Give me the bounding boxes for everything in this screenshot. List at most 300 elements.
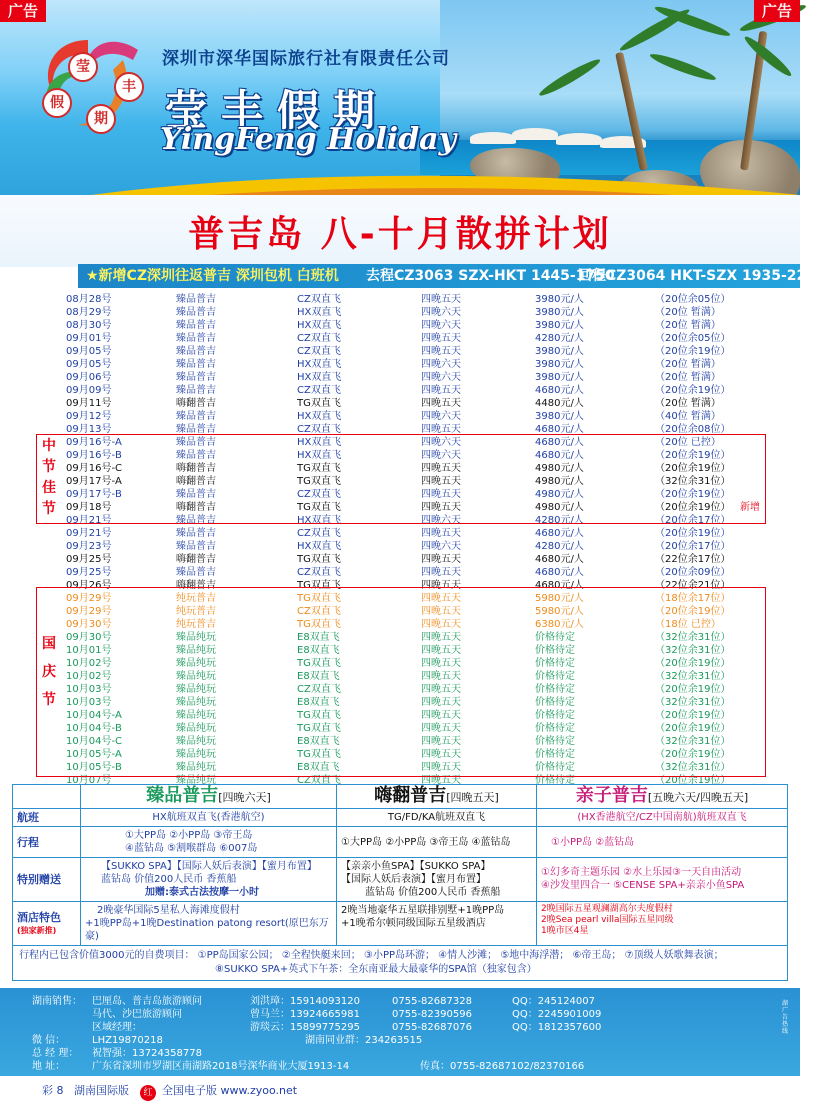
schedule-date: 09月26号 [66, 580, 112, 591]
schedule-date: 10月04号-A [66, 710, 122, 721]
umbrella [470, 132, 516, 144]
schedule-seats: （32位余31位） [655, 645, 731, 656]
ad-tag-left: 广告 [0, 0, 46, 22]
schedule-price: 价格待定 [535, 723, 575, 734]
schedule-date: 09月09号 [66, 385, 112, 396]
box-char: 国 [42, 636, 56, 652]
schedule-product: 臻品普吉 [176, 372, 216, 383]
schedule-product: 纯玩普吉 [176, 606, 216, 617]
schedule-product: 臻品纯玩 [176, 762, 216, 773]
schedule-days: 四晚五天 [421, 775, 461, 786]
schedule-days: 四晚六天 [421, 411, 461, 422]
schedule-price: 4280元/人 [535, 515, 584, 526]
schedule-product: 嗨翻普吉 [176, 476, 216, 487]
schedule-product: 臻品普吉 [176, 320, 216, 331]
schedule-seats: （32位余31位） [655, 632, 731, 643]
general-manager: 祝智强：13724358778 [92, 1048, 202, 1059]
schedule-product: 臻品普吉 [176, 411, 216, 422]
schedule-days: 四晚五天 [421, 593, 461, 604]
schedule-seats: （32位余31位） [655, 762, 731, 773]
contact-name: 曾马兰：13924665981 [250, 1009, 360, 1020]
schedule-seats: （32位余31位） [655, 476, 731, 487]
schedule-date: 10月03号 [66, 697, 112, 708]
schedule-days: 四晚五天 [421, 554, 461, 565]
gift-cell: 【SUKKO SPA】【国际人妖后表演】【蜜月布置】 蓝钻岛 价值200人民币 香蕉船 加赠:泰式古法按摩一小时 [81, 858, 337, 901]
schedule-flight: TG双直飞 [297, 749, 341, 760]
schedule-flight: HX双直飞 [297, 320, 342, 331]
company-logo [28, 30, 158, 140]
schedule-date: 09月30号 [66, 619, 112, 630]
schedule-price: 3980元/人 [535, 359, 584, 370]
itinerary-cell: ①大PP岛 ②小PP岛 ③帝王岛 ④蓝钻岛 ⑤割喉群岛 ⑥007岛 [81, 827, 337, 857]
schedule-seats: （20位余19位） [655, 346, 731, 357]
schedule-days: 四晚五天 [421, 463, 461, 474]
box-char: 佳 [42, 480, 56, 496]
box-char: 中 [42, 438, 56, 454]
schedule-date: 09月29号 [66, 606, 112, 617]
schedule-flight: HX双直飞 [297, 541, 342, 552]
schedule-product: 臻品纯玩 [176, 658, 216, 669]
schedule-product: 臻品纯玩 [176, 684, 216, 695]
brand-name-en: YingFeng Holiday [160, 122, 457, 157]
schedule-product: 臻品普吉 [176, 528, 216, 539]
page-number: 彩 8 [42, 1084, 64, 1097]
page-title: 普吉岛 八-十月散拼计划 [188, 214, 612, 255]
schedule-row [0, 293, 800, 306]
schedule-seats: （20位余19位） [655, 710, 731, 721]
product-3-header: 亲子普吉[五晚六天/四晚五天] [575, 785, 749, 806]
schedule-seats: （20位余19位） [655, 463, 731, 474]
schedule-days: 四晚六天 [421, 372, 461, 383]
schedule-days: 四晚五天 [421, 671, 461, 682]
schedule-price: 3980元/人 [535, 411, 584, 422]
schedule-product: 嗨翻普吉 [176, 463, 216, 474]
contact-name: 游琰云：15899775295 [250, 1022, 360, 1033]
schedule-seats: （20位 暂满） [655, 372, 721, 383]
schedule-days: 四晚五天 [421, 619, 461, 630]
schedule-flight: E8双直飞 [297, 645, 340, 656]
schedule-product: 臻品普吉 [176, 333, 216, 344]
schedule-days: 四晚五天 [421, 580, 461, 591]
schedule-price: 价格待定 [535, 684, 575, 695]
schedule-flight: TG双直飞 [297, 710, 341, 721]
schedule-price: 4680元/人 [535, 528, 584, 539]
schedule-product: 臻品普吉 [176, 294, 216, 305]
schedule-row [0, 371, 800, 384]
schedule-date: 09月12号 [66, 411, 112, 422]
schedule-product: 臻品纯玩 [176, 723, 216, 734]
schedule-seats: （20位余08位） [655, 424, 731, 435]
schedule-seats: （20位余17位） [655, 515, 731, 526]
schedule-product: 臻品普吉 [176, 346, 216, 357]
schedule-seats: （20位余19位） [655, 528, 731, 539]
schedule-price: 4680元/人 [535, 437, 584, 448]
new-tag: 新增 [740, 502, 760, 513]
schedule-row [0, 384, 800, 397]
phone: 0755-82687328 [392, 996, 472, 1007]
schedule-seats: （32位余31位） [655, 671, 731, 682]
schedule-flight: CZ双直飞 [297, 528, 341, 539]
schedule-price: 4680元/人 [535, 580, 584, 591]
schedule-days: 四晚五天 [421, 658, 461, 669]
schedule-product: 臻品普吉 [176, 307, 216, 318]
schedule-product: 臻品普吉 [176, 515, 216, 526]
schedule-flight: TG双直飞 [297, 463, 341, 474]
schedule-flight: TG双直飞 [297, 554, 341, 565]
logo-char: 期 [86, 104, 116, 134]
itinerary-row: 行程 ①大PP岛 ②小PP岛 ③帝王岛 ④蓝钻岛 ⑤割喉群岛 ⑥007岛 ①大PP岛 ②小PP岛 ③帝王岛 ④蓝钻岛 ①小PP岛 ②蓝钻岛 [13, 827, 787, 858]
schedule-flight: HX双直飞 [297, 359, 342, 370]
sales-label: 湖南销售： [32, 996, 82, 1007]
schedule-row [0, 332, 800, 345]
edition: 湖南国际版 [74, 1084, 129, 1097]
schedule-date: 09月21号 [66, 515, 112, 526]
logo-char: 丰 [114, 72, 144, 102]
contact-name: 刘洪璋：15914093120 [250, 996, 360, 1007]
schedule-flight: CZ双直飞 [297, 606, 341, 617]
schedule-price: 价格待定 [535, 645, 575, 656]
website-link[interactable]: 全国电子版 www.zyoo.net [162, 1084, 298, 1097]
schedule-price: 3980元/人 [535, 372, 584, 383]
schedule-flight: TG双直飞 [297, 580, 341, 591]
schedule-days: 四晚五天 [421, 684, 461, 695]
schedule-flight: CZ双直飞 [297, 489, 341, 500]
schedule-flight: E8双直飞 [297, 736, 340, 747]
schedule-seats: （20位 暂满） [655, 320, 721, 331]
schedule-seats: （20位 暂满） [655, 398, 721, 409]
schedule-price: 3980元/人 [535, 294, 584, 305]
flight-cell: HX航班双直飞(香港航空) [81, 809, 337, 826]
schedule-product: 臻品普吉 [176, 489, 216, 500]
umbrella [512, 128, 558, 140]
schedule-days: 四晚五天 [421, 424, 461, 435]
schedule-days: 四晚六天 [421, 450, 461, 461]
schedule-date: 09月30号 [66, 632, 112, 643]
hotel-cell: 2晚当地豪华五星联排别墅+1晚PP岛 +1晚希尔顿同级国际五星级酒店 [337, 902, 537, 945]
schedule-days: 四晚六天 [421, 437, 461, 448]
schedule-date: 08月28号 [66, 294, 112, 305]
footer [0, 1078, 800, 1100]
weixin: LHZ19870218 [92, 1035, 163, 1046]
schedule-date: 10月05号-A [66, 749, 122, 760]
schedule-date: 09月16号-C [66, 463, 123, 474]
schedule-seats: （20位余19位） [655, 684, 731, 695]
schedule-seats: （20位余19位） [655, 723, 731, 734]
schedule-seats: （20位余19位） [655, 502, 731, 513]
schedule-date: 09月18号 [66, 502, 112, 513]
schedule-seats: （32位余31位） [655, 736, 731, 747]
schedule-price: 价格待定 [535, 762, 575, 773]
schedule-product: 纯玩普吉 [176, 619, 216, 630]
schedule-date: 09月16号-A [66, 437, 122, 448]
schedule-days: 四晚五天 [421, 346, 461, 357]
schedule-flight: E8双直飞 [297, 762, 340, 773]
schedule-product: 臻品普吉 [176, 567, 216, 578]
schedule-seats: （20位 已控） [655, 437, 721, 448]
schedule-price: 4680元/人 [535, 450, 584, 461]
schedule-price: 4980元/人 [535, 476, 584, 487]
schedule-seats: （32位余31位） [655, 697, 731, 708]
schedule-seats: （20位余05位） [655, 333, 731, 344]
schedule-row [0, 306, 800, 319]
schedule-days: 四晚五天 [421, 645, 461, 656]
schedule-row [0, 553, 800, 566]
schedule-days: 四晚六天 [421, 307, 461, 318]
schedule-days: 四晚五天 [421, 294, 461, 305]
schedule-price: 4980元/人 [535, 489, 584, 500]
gift-row: 特别赠送 【SUKKO SPA】【国际人妖后表演】【蜜月布置】 蓝钻岛 价值200人民币 香蕉船 加赠:泰式古法按摩一小时 【亲亲小鱼SPA】【SUKKO SPA】 【国际人妖后表演】【蜜月布置】 蓝钻岛 价值200人民币 香蕉船 ①幻多奇主题乐园 ②水上乐园③一天自由活动 ④沙发里四合一 ⑤CENSE SPA+亲亲小鱼SPA [13, 858, 787, 902]
schedule-date: 09月23号 [66, 541, 112, 552]
schedule-flight: E8双直飞 [297, 697, 340, 708]
mid-autumn-box [36, 434, 766, 524]
schedule-seats: （18位余17位） [655, 593, 731, 604]
phone: 0755-82390596 [392, 1009, 472, 1020]
schedule-days: 四晚五天 [421, 736, 461, 747]
schedule-seats: （20位余19位） [655, 606, 731, 617]
gift-cell: ①幻多奇主题乐园 ②水上乐园③一天自由活动 ④沙发里四合一 ⑤CENSE SPA+亲亲小鱼SPA [541, 867, 745, 891]
flight-cell: (HX香港航空/CZ中国南航)航班双直飞 [577, 812, 747, 823]
schedule-price: 3980元/人 [535, 320, 584, 331]
schedule-price: 价格待定 [535, 671, 575, 682]
national-day-box [36, 587, 766, 777]
schedule-row [0, 397, 800, 410]
schedule-seats: （20位余05位） [655, 294, 731, 305]
schedule-product: 嗨翻普吉 [176, 502, 216, 513]
schedule-days: 四晚五天 [421, 762, 461, 773]
schedule-product: 臻品纯玩 [176, 632, 216, 643]
schedule-product: 臻品纯玩 [176, 710, 216, 721]
schedule-product: 臻品纯玩 [176, 671, 216, 682]
schedule-price: 价格待定 [535, 775, 575, 786]
hotel-row: 酒店特色 (独家新推) 2晚豪华国际5星私人海滩度假村 +1晚PP岛+1晚Destination patong resort(原巴东万豪) 2晚当地豪华五星联排别墅+1晚PP岛 +1晚希尔顿同级国际五星级酒店 2晚国际五星观澜湖高尔夫度假村 2晚Sea pearl villa国际五星同级 1晚市区4星 [13, 902, 787, 946]
schedule-row [0, 527, 800, 540]
schedule-flight: CZ双直飞 [297, 567, 341, 578]
schedule-seats: （20位余19位） [655, 658, 731, 669]
schedule-seats: （40位 暂满） [655, 411, 721, 422]
schedule-product: 嗨翻普吉 [176, 398, 216, 409]
product-2-header: 嗨翻普吉[四晚五天] [337, 785, 537, 808]
box-char: 节 [42, 501, 56, 517]
schedule-flight: CZ双直飞 [297, 684, 341, 695]
side-note: 湖广告热线 [782, 1000, 789, 1035]
schedule-flight: E8双直飞 [297, 671, 340, 682]
schedule-product: 臻品普吉 [176, 437, 216, 448]
schedule-row [0, 358, 800, 371]
schedule-flight: CZ双直飞 [297, 775, 341, 786]
qq: QQ：1812357600 [512, 1022, 602, 1033]
schedule-date: 10月04号-C [66, 736, 123, 747]
schedule-date: 10月07号 [66, 775, 112, 786]
schedule-flight: CZ双直飞 [297, 424, 341, 435]
schedule-date: 08月29号 [66, 307, 112, 318]
schedule-row [0, 566, 800, 579]
schedule-row [0, 540, 800, 553]
schedule-product: 臻品普吉 [176, 359, 216, 370]
schedule-days: 四晚五天 [421, 710, 461, 721]
schedule-product: 臻品普吉 [176, 541, 216, 552]
phone: 0755-82687076 [392, 1022, 472, 1033]
gift-cell: 【亲亲小鱼SPA】【SUKKO SPA】 【国际人妖后表演】【蜜月布置】 蓝钻岛 价值200人民币 香蕉船 [337, 858, 537, 901]
schedule-date: 09月25号 [66, 567, 112, 578]
schedule-days: 四晚五天 [421, 749, 461, 760]
schedule-days: 四晚五天 [421, 528, 461, 539]
schedule-flight: CZ双直飞 [297, 333, 341, 344]
inbound-flight: 回程CZ3064 HKT-SZX 1935-2235 [578, 268, 826, 284]
schedule-flight: TG双直飞 [297, 476, 341, 487]
schedule-product: 臻品纯玩 [176, 736, 216, 747]
flight-row: 航班 HX航班双直飞(香港航空) TG/FD/KA航班双直飞 (HX香港航空/CZ中国南航)航班双直飞 [13, 809, 787, 827]
schedule-price: 4980元/人 [535, 463, 584, 474]
schedule-flight: HX双直飞 [297, 437, 342, 448]
schedule-price: 4680元/人 [535, 385, 584, 396]
company-name: 深圳市深华国际旅行社有限责任公司 [162, 49, 450, 69]
schedule-seats: （20位余19位） [655, 749, 731, 760]
schedule-product: 纯玩普吉 [176, 593, 216, 604]
schedule-price: 价格待定 [535, 697, 575, 708]
schedule-date: 10月03号 [66, 684, 112, 695]
group-id: 湖南同业群：234263515 [305, 1035, 423, 1046]
schedule-seats: （22位余21位） [655, 580, 731, 591]
logo-char: 莹 [68, 52, 98, 82]
schedule-price: 价格待定 [535, 710, 575, 721]
box-char: 节 [42, 692, 56, 708]
schedule-price: 4480元/人 [535, 398, 584, 409]
schedule-date: 10月02号 [66, 671, 112, 682]
schedule-date: 08月30号 [66, 320, 112, 331]
contact-section: 湖南销售： 巴厘岛、普吉岛旅游顾问 马代、沙巴旅游顾问 区域经理： 刘洪璋：15914093120 曾马兰：13924665981 游琰云：15899775295 湖南同业群：234263515 0755-82687328 0755-82390596 0755-82687076 QQ：245124007 QQ：2245901009 QQ：1812357600 微 信： LHZ19870218 总 经 理： 祝智强：13724358778 地 址： 广东省深圳市罗湖区南湖路2018号深华商业大厦1913-14 传真：0755-82687102/82370166 [0, 988, 800, 1076]
new-route-text: ★新增CZ深圳往返普吉 深圳包机 白班机 [86, 268, 339, 284]
schedule-days: 四晚五天 [421, 398, 461, 409]
schedule-date: 09月21号 [66, 528, 112, 539]
schedule-days: 四晚五天 [421, 502, 461, 513]
schedule-days: 四晚六天 [421, 320, 461, 331]
schedule-seats: （20位余19位） [655, 450, 731, 461]
schedule-row [0, 319, 800, 332]
schedule-seats: （20位余19位） [655, 775, 731, 786]
itinerary-cell: ①大PP岛 ②小PP岛 ③帝王岛 ④蓝钻岛 [337, 827, 537, 857]
schedule-date: 10月01号 [66, 645, 112, 656]
product-header-row [13, 785, 787, 809]
schedule-product: 臻品普吉 [176, 450, 216, 461]
schedule-price: 4280元/人 [535, 541, 584, 552]
schedule-seats: （20位余19位） [655, 489, 731, 500]
schedule-days: 四晚五天 [421, 723, 461, 734]
edition-badge-icon: 红 [140, 1085, 156, 1101]
schedule-date: 09月16号-B [66, 450, 122, 461]
schedule-days: 四晚五天 [421, 385, 461, 396]
schedule-product: 嗨翻普吉 [176, 580, 216, 591]
schedule-date: 09月25号 [66, 554, 112, 565]
schedule-date: 09月11号 [66, 398, 112, 409]
schedule-seats: （20位余19位） [655, 385, 731, 396]
schedule-flight: TG双直飞 [297, 502, 341, 513]
schedule-price: 价格待定 [535, 749, 575, 760]
schedule-days: 四晚五天 [421, 567, 461, 578]
schedule-price: 3980元/人 [535, 346, 584, 357]
schedule-days: 四晚五天 [421, 333, 461, 344]
schedule-product: 臻品纯玩 [176, 645, 216, 656]
schedule-price: 5980元/人 [535, 606, 584, 617]
schedule-seats: （20位 暂满） [655, 359, 721, 370]
schedule-flight: HX双直飞 [297, 450, 342, 461]
outbound-flight: 去程CZ3063 SZX-HKT 1445-1750 [366, 268, 615, 284]
schedule-price: 4680元/人 [535, 424, 584, 435]
schedule-days: 四晚五天 [421, 632, 461, 643]
schedule-days: 四晚六天 [421, 359, 461, 370]
flight-info-band [78, 264, 826, 288]
schedule-seats: （20位余09位） [655, 567, 731, 578]
schedule-product: 臻品普吉 [176, 424, 216, 435]
logo-char: 假 [42, 88, 72, 118]
national-day-label [40, 630, 58, 714]
schedule-flight: CZ双直飞 [297, 385, 341, 396]
schedule-days: 四晚五天 [421, 606, 461, 617]
schedule-price: 3980元/人 [535, 307, 584, 318]
schedule-date: 09月29号 [66, 593, 112, 604]
mid-autumn-label [40, 436, 58, 520]
brand-name-cn: 莹丰假期 [165, 86, 390, 135]
itinerary-cell: ①小PP岛 ②蓝钻岛 [551, 836, 635, 848]
schedule-date: 09月17号-B [66, 489, 122, 500]
umbrella [556, 133, 602, 145]
schedule-flight: E8双直飞 [297, 632, 340, 643]
schedule-date: 10月04号-B [66, 723, 122, 734]
schedule-price: 价格待定 [535, 658, 575, 669]
schedule-flight: TG双直飞 [297, 619, 341, 630]
schedule-product: 臻品普吉 [176, 385, 216, 396]
hotel-cell: 2晚国际五星观澜湖高尔夫度假村 2晚Sea pearl villa国际五星同级 1晚市区4星 [541, 904, 674, 936]
qq: QQ：2245901009 [512, 1009, 602, 1020]
included-items-note: 行程内已包含价值3000元的自费项目： ①PP岛国家公园； ②全程快艇来回； ③小PP岛环游； ④情人沙滩； ⑤地中海浮潜； ⑥帝王岛； ⑦顶级人妖歌舞表演； ⑧SUKKO SPA+英式下午茶：全东南亚最大最豪华的SPA馆（独家包含） [19, 950, 724, 975]
schedule-date: 09月13号 [66, 424, 112, 435]
schedule-flight: HX双直飞 [297, 307, 342, 318]
product-1-header: 臻品普吉[四晚六天] [81, 785, 337, 808]
schedule-row [0, 345, 800, 358]
schedule-date: 10月02号 [66, 658, 112, 669]
schedule-price: 6380元/人 [535, 619, 584, 630]
schedule-date: 09月01号 [66, 333, 112, 344]
schedule-days: 四晚六天 [421, 541, 461, 552]
schedule-flight: TG双直飞 [297, 593, 341, 604]
schedule-date: 09月05号 [66, 346, 112, 357]
schedule-seats: （20位余17位） [655, 541, 731, 552]
schedule-flight: TG双直飞 [297, 398, 341, 409]
schedule-price: 价格待定 [535, 632, 575, 643]
flight-cell: TG/FD/KA航班双直飞 [337, 809, 537, 826]
schedule-flight: HX双直飞 [297, 411, 342, 422]
schedule-days: 四晚五天 [421, 476, 461, 487]
hotel-cell: 2晚豪华国际5星私人海滩度假村 +1晚PP岛+1晚Destination patong resort(原巴东万豪) [81, 902, 337, 945]
ad-tag-right: 广告 [754, 0, 800, 22]
schedule-date: 10月05号-B [66, 762, 122, 773]
address: 广东省深圳市罗湖区南湖路2018号深华商业大厦1913-14 [92, 1061, 350, 1072]
schedule-price: 4680元/人 [535, 567, 584, 578]
schedule-flight: TG双直飞 [297, 723, 341, 734]
schedule-flight: TG双直飞 [297, 658, 341, 669]
schedule-price: 5980元/人 [535, 593, 584, 604]
schedule-date: 09月17号-A [66, 476, 122, 487]
schedule-days: 四晚五天 [421, 697, 461, 708]
schedule-product: 臻品纯玩 [176, 775, 216, 786]
schedule-date: 09月05号 [66, 359, 112, 370]
schedule-row [0, 410, 800, 423]
schedule-price: 4980元/人 [535, 502, 584, 513]
schedule-flight: HX双直飞 [297, 372, 342, 383]
schedule-product: 臻品纯玩 [176, 697, 216, 708]
schedule-price: 价格待定 [535, 736, 575, 747]
schedule-price: 4680元/人 [535, 554, 584, 565]
schedule-seats: （18位 已控） [655, 619, 721, 630]
